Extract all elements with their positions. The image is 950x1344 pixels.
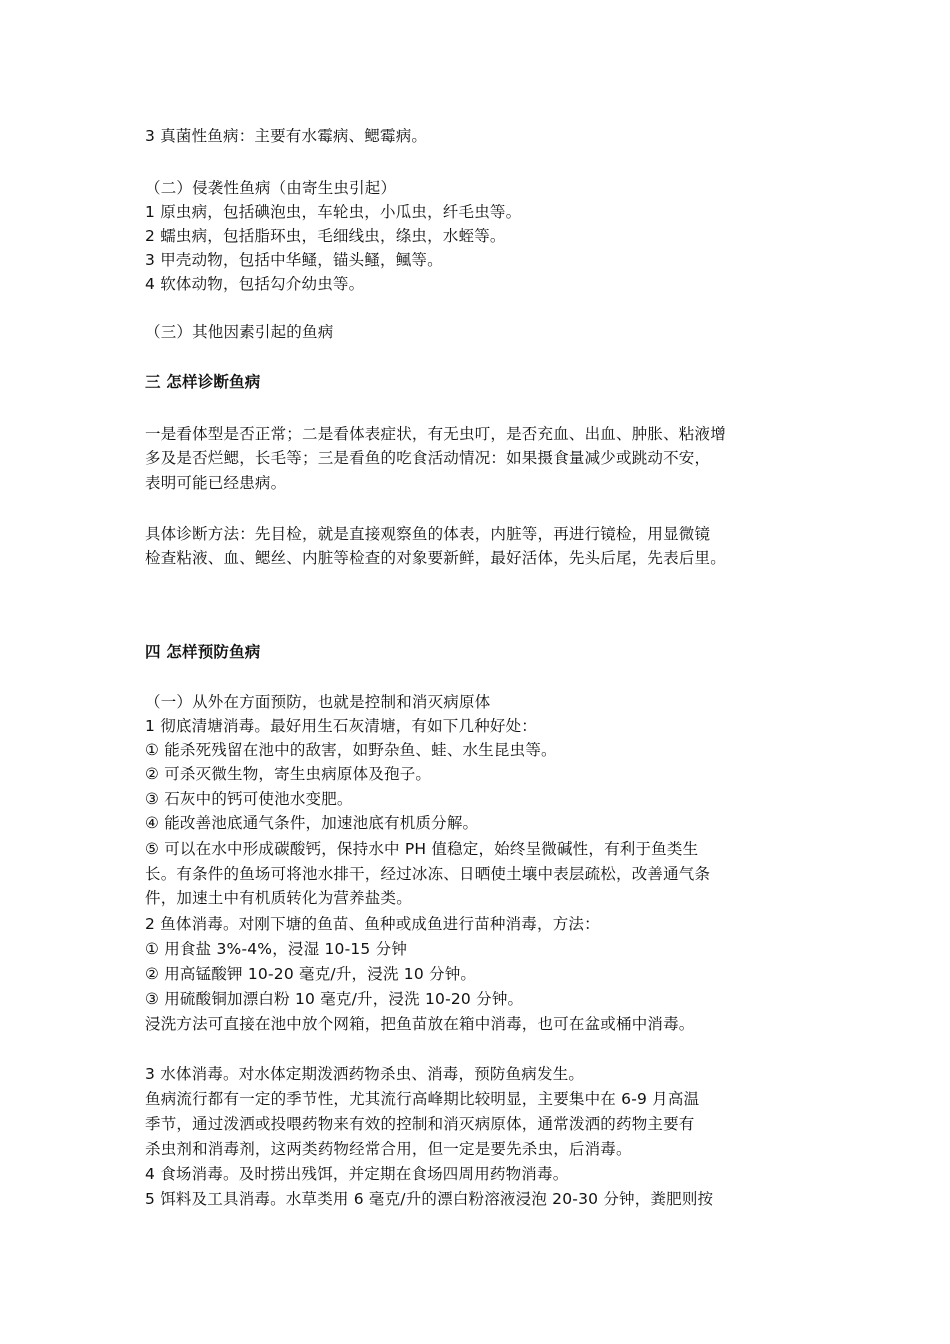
list-item: ① 能杀死残留在池中的敌害，如野杂鱼、蛙、水生昆虫等。: [145, 741, 557, 759]
text-line: 3 真菌性鱼病：主要有水霉病、鳃霉病。: [145, 127, 428, 145]
text-line: 杀虫剂和消毒剂，这两类药物经常合用，但一定是要先杀虫，后消毒。: [145, 1140, 632, 1158]
text-line: 1 彻底清塘消毒。最好用生石灰清塘，有如下几种好处：: [145, 717, 537, 735]
text-line: 季节，通过泼洒或投喂药物来有效的控制和消灭病原体，通常泼洒的药物主要有: [145, 1115, 695, 1133]
list-item: ② 可杀灭微生物，寄生虫病原体及孢子。: [145, 765, 432, 783]
text-line: 2 鱼体消毒。对刚下塘的鱼苗、鱼种或成鱼进行苗种消毒，方法：: [145, 915, 600, 933]
list-item: ⑤ 可以在水中形成碳酸钙，保持水中 PH 值稳定，始终呈微碱性，有利于鱼类生: [145, 840, 699, 858]
text-line: 具体诊断方法：先目检，就是直接观察鱼的体表，内脏等，再进行镜检，用显微镜: [145, 525, 711, 543]
text-line: 鱼病流行都有一定的季节性，尤其流行高峰期比较明显，主要集中在 6-9 月高温: [145, 1090, 700, 1108]
text-line: 1 原虫病，包括碘泡虫，车轮虫，小瓜虫，纤毛虫等。: [145, 203, 522, 221]
list-item: ① 用食盐 3%-4%，浸湿 10-15 分钟: [145, 940, 408, 958]
section-heading: 三 怎样诊断鱼病: [145, 373, 261, 391]
text-line: 2 蠕虫病，包括脂环虫，毛细线虫，绦虫，水蛭等。: [145, 227, 506, 245]
section-heading: 四 怎样预防鱼病: [145, 643, 261, 661]
list-item: ③ 石灰中的钙可使池水变肥。: [145, 790, 353, 808]
list-item: ② 用高锰酸钾 10-20 毫克/升，浸洗 10 分钟。: [145, 965, 477, 983]
text-line: 4 软体动物，包括勾介幼虫等。: [145, 275, 365, 293]
text-line: 检查粘液、血、鳃丝、内脏等检查的对象要新鲜，最好活体，先头后尾，先表后里。: [145, 549, 726, 567]
text-line: 4 食场消毒。及时捞出残饵，并定期在食场四周用药物消毒。: [145, 1165, 569, 1183]
section-subheading: （一）从外在方面预防，也就是控制和消灭病原体: [145, 693, 491, 711]
list-item: ③ 用硫酸铜加漂白粉 10 毫克/升，浸洗 10-20 分钟。: [145, 990, 524, 1008]
text-line: 表明可能已经患病。: [145, 474, 287, 492]
list-item: ④ 能改善池底通气条件，加速池底有机质分解。: [145, 814, 479, 832]
text-line: 一是看体型是否正常；二是看体表症状，有无虫叮，是否充血、出血、肿胀、粘液增: [145, 425, 726, 443]
section-subheading: （二）侵袭性鱼病（由寄生虫引起）: [145, 179, 397, 197]
text-line: 多及是否烂鳃，长毛等；三是看鱼的吃食活动情况：如果摄食量减少或跳动不安，: [145, 449, 711, 467]
text-line: 浸洗方法可直接在池中放个网箱，把鱼苗放在箱中消毒，也可在盆或桶中消毒。: [145, 1015, 695, 1033]
text-line: 长。有条件的鱼场可将池水排干，经过冰冻、日晒使土壤中表层疏松，改善通气条: [145, 865, 711, 883]
text-line: 3 甲壳动物，包括中华鳋，锚头鳋，鲺等。: [145, 251, 443, 269]
section-subheading: （三）其他因素引起的鱼病: [145, 323, 334, 341]
text-line: 5 饵料及工具消毒。水草类用 6 毫克/升的漂白粉溶液浸泡 20-30 分钟，粪肥则按: [145, 1190, 714, 1208]
text-line: 件，加速土中有机质转化为营养盐类。: [145, 889, 412, 907]
text-line: 3 水体消毒。对水体定期泼洒药物杀虫、消毒，预防鱼病发生。: [145, 1065, 585, 1083]
